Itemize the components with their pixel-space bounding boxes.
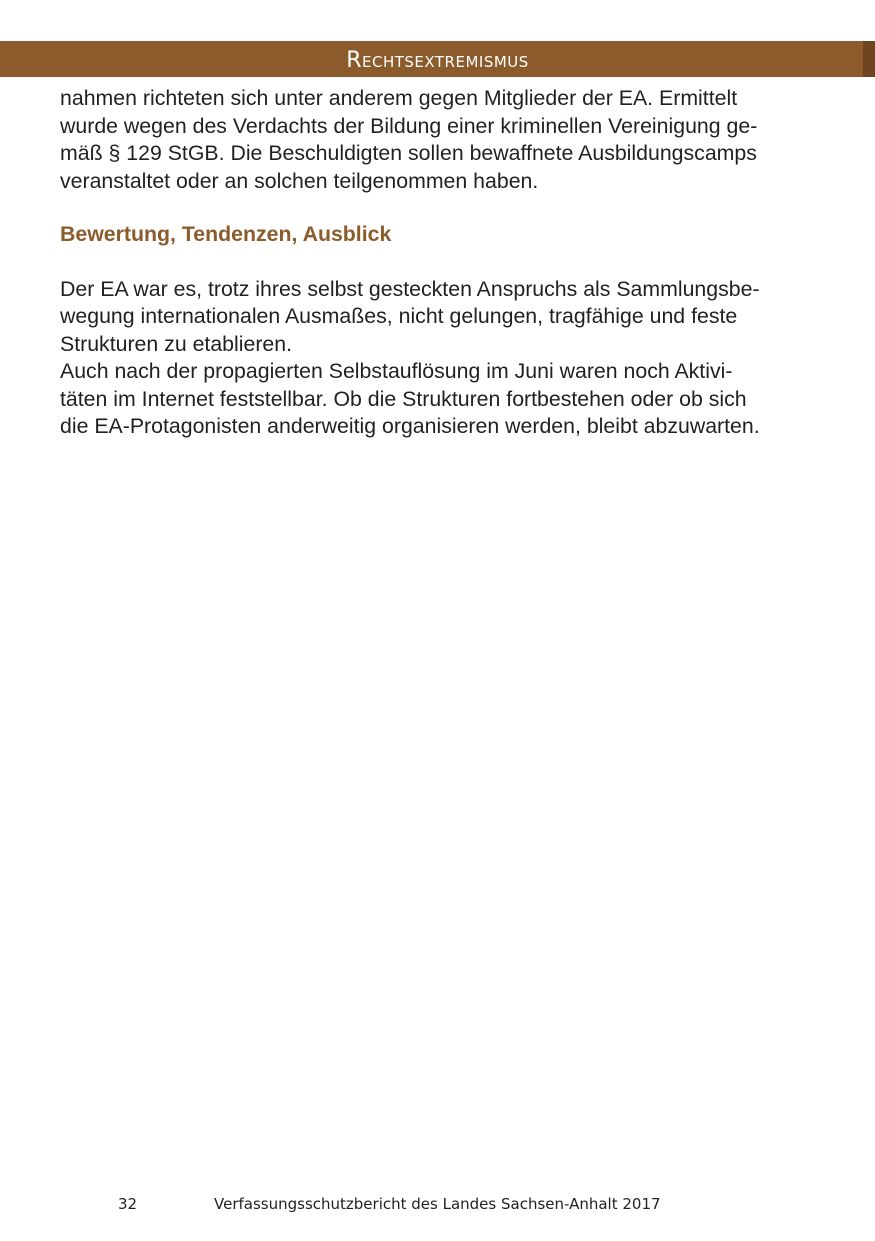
subsection-heading: Bewertung, Tendenzen, Ausblick [60, 222, 392, 246]
page-number: 32 [118, 1195, 138, 1213]
section-title: Rechtsextremismus [346, 48, 529, 73]
body-paragraph-continued: nahmen richteten sich unter anderem gegen Mitglieder der EA. Ermittelt wurde wegen des Verdachts der Bildung einer kriminellen Vereinigung ge- mäß § 129 StGB. Die Beschuldigten sollen bewaffnete Ausbildungscamps veranstaltet oder an solchen teilgenommen haben. [60, 86, 758, 193]
page-content [60, 85, 820, 441]
body-paragraph-assessment: Der EA war es, trotz ihres selbst gesteckten Anspruchs als Sammlungsbe- wegung internationalen Ausmaßes, nicht gelungen, tragfähige und feste Strukturen zu etablieren. [60, 276, 760, 356]
section-header-bar [0, 41, 875, 77]
footer-publication-title: Verfassungsschutzbericht des Landes Sachsen-Anhalt 2017 [214, 1195, 661, 1213]
body-paragraph-outlook: Auch nach der propagierten Selbstauflösung im Juni waren noch Aktivi- täten im Internet feststellbar. Ob die Strukturen fortbestehen oder ob sich die EA-Protagonisten anderweitig organisieren werden, bleibt abzuwarten. [60, 359, 760, 438]
